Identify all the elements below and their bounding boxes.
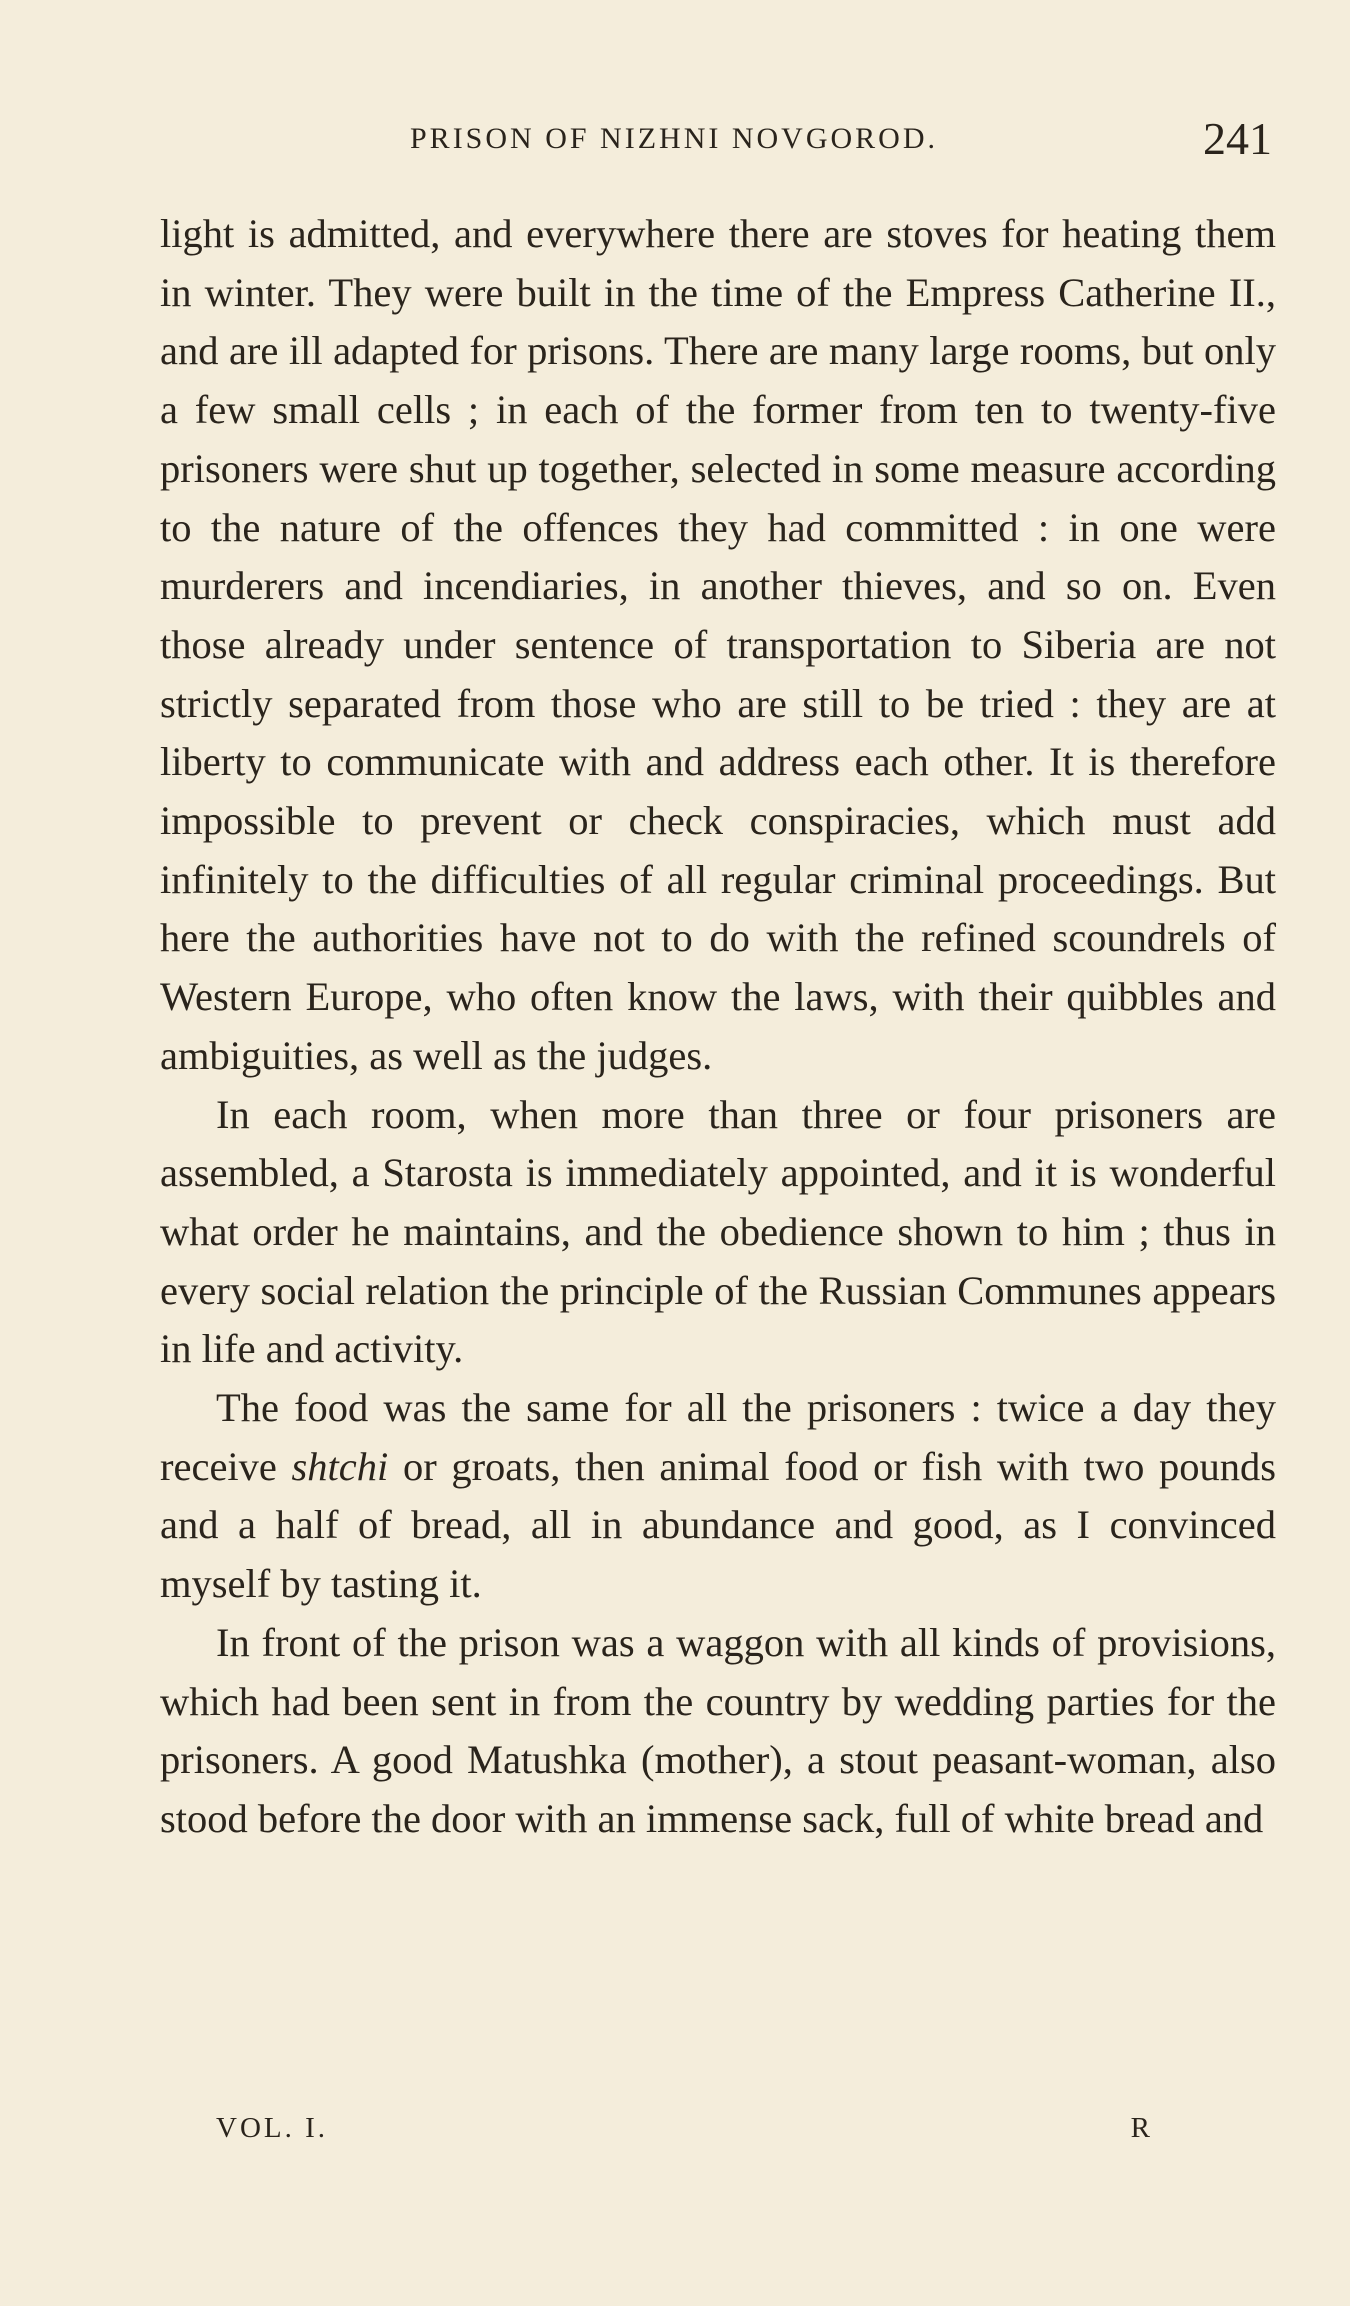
paragraph-4 xyxy=(160,1614,1276,1849)
paragraph-3-text-start: The food was the same for all the prisoners : twice a day they receive xyxy=(160,1385,1276,1489)
signature-mark: R xyxy=(1130,2112,1150,2144)
paragraph-3 xyxy=(160,1379,1276,1614)
body-text xyxy=(160,205,1276,1849)
paragraph-3-text-end: or groats, then animal food or fish with two pounds and a half of bread, all in abundance and good, as I convinced myself by tasting it. xyxy=(160,1443,1276,1607)
paragraph-1-text: light is admitted, and everywhere there are stoves for heating them in winter. They were built in the time of the Empress Catherine II., and are ill adapted for prisons. There are many large rooms, but only a few small cells ; in each of the former from ten to twenty-five prisoners were shut up together, selected in some measure according to the nature of the offences they had committed : in one were murderers and incendiaries, in another thieves, and so on. Even those already under sentence of transportation to Siberia are not strictly separated from those who are still to be tried : they are at liberty to communicate with and address each other. It is therefore impossible to prevent or check conspiracies, which must add infinitely to the difficulties of all regular criminal proceedings. But here the authorities have not to do with the refined scoundrels of Western Europe, who often know the laws, with their quibbles and ambiguities, as well as the judges. xyxy=(160,211,1276,1078)
paragraph-2 xyxy=(160,1086,1276,1380)
page-footer xyxy=(216,2112,1150,2162)
italic-term: shtchi xyxy=(291,1443,389,1489)
volume-label: VOL. I. xyxy=(216,2112,329,2144)
paragraph-2-text: In each room, when more than three or four prisoners are assembled, a Starosta is immediately appointed, and it is wonderful what order he maintains, and the obedience shown to him ; thus in every social relation the principle of the Russian Communes appears in life and activity. xyxy=(160,1091,1276,1372)
paragraph-4-text: In front of the prison was a waggon with all kinds of provisions, which had been sent in from the country by wedding parties for the prisoners. A good Matushka (mother), a stout peasant-woman, also stood before the door with an immense sack, full of white bread and xyxy=(160,1619,1276,1841)
paragraph-1 xyxy=(160,205,1276,1086)
page-number: 241 xyxy=(1203,113,1272,164)
running-head-title: PRISON OF NIZHNI NOVGOROD. xyxy=(410,122,939,155)
running-head xyxy=(160,112,1280,172)
